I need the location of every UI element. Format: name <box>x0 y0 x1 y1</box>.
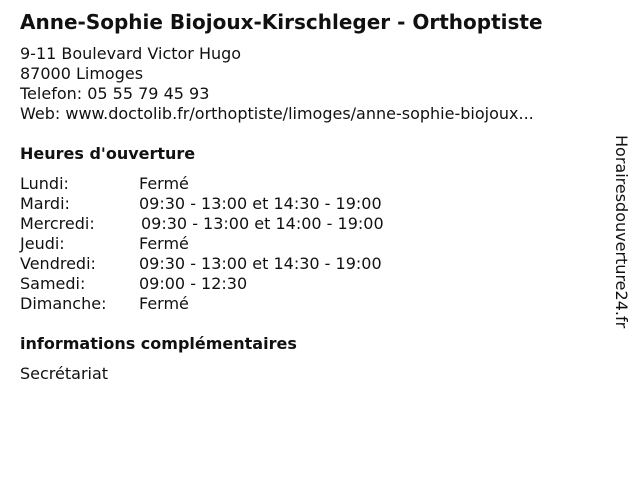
hours-value: Fermé <box>139 294 189 313</box>
hours-value: Fermé <box>139 174 189 193</box>
day-label: Mercredi: <box>20 214 95 233</box>
day-label: Samedi: <box>20 274 86 293</box>
day-label: Dimanche: <box>20 294 107 313</box>
day-label: Mardi: <box>20 194 70 213</box>
day-label: Lundi: <box>20 174 69 193</box>
contact-block <box>20 44 534 124</box>
hours-value: 09:00 - 12:30 <box>139 274 248 293</box>
page-title: Anne-Sophie Biojoux-Kirschleger - Orthoptiste <box>20 10 543 34</box>
additional-info-heading: informations complémentaires <box>20 334 297 353</box>
day-label: Jeudi: <box>20 234 65 253</box>
hours-value: 09:30 - 13:00 et 14:30 - 19:00 <box>139 194 382 213</box>
site-brand-vertical: Horairesdouverture24.fr <box>612 135 631 329</box>
hours-value: 09:30 - 13:00 et 14:00 - 19:00 <box>141 214 384 233</box>
address-line-1: 9-11 Boulevard Victor Hugo <box>20 44 242 63</box>
hours-value: Fermé <box>139 234 189 253</box>
additional-info-text: Secrétariat <box>20 364 109 383</box>
day-label: Vendredi: <box>20 254 96 273</box>
opening-hours-heading: Heures d'ouverture <box>20 144 196 163</box>
hours-value: 09:30 - 13:00 et 14:30 - 19:00 <box>139 254 382 273</box>
phone-number: Telefon: 05 55 79 45 93 <box>20 84 210 103</box>
address-line-2: 87000 Limoges <box>20 64 144 83</box>
website-link[interactable]: Web: www.doctolib.fr/orthoptiste/limoges/anne-sophie-biojoux... <box>20 104 534 123</box>
